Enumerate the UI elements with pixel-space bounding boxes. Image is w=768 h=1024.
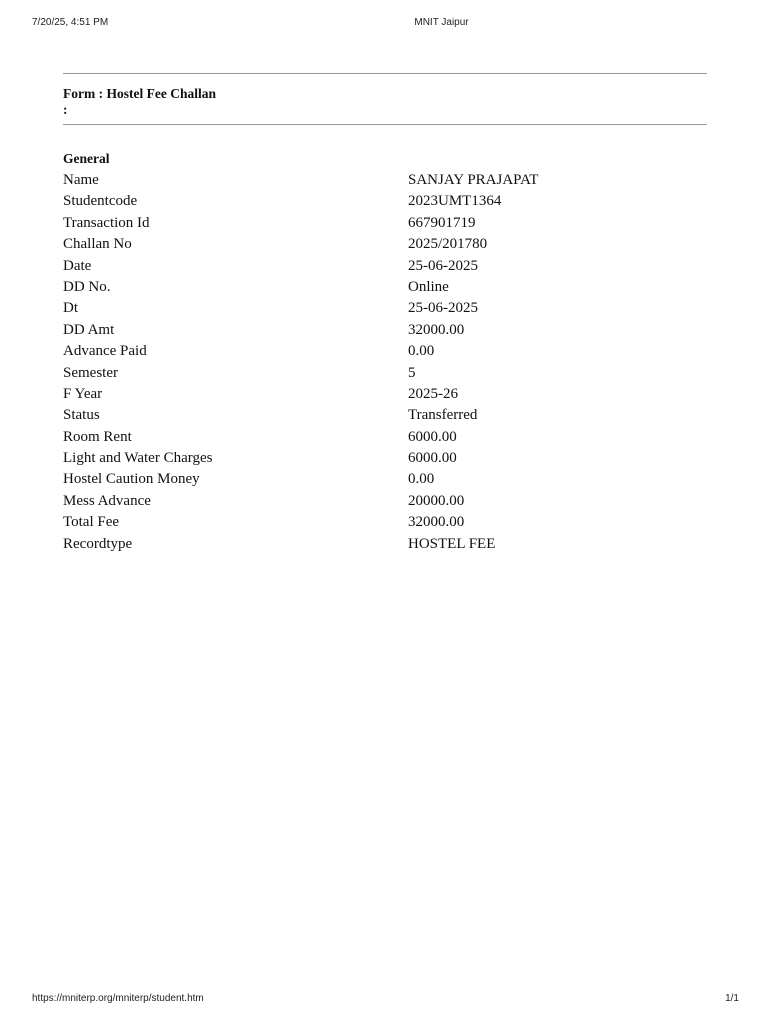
field-label: Date [63, 257, 92, 274]
field-label: DD No. [63, 278, 111, 295]
field-value: 32000.00 [408, 321, 465, 338]
field-value: 0.00 [408, 343, 435, 360]
field-label: Studentcode [63, 193, 138, 210]
field-label: Challan No [63, 236, 132, 253]
fields-table [63, 170, 707, 555]
form-title: Form : Hostel Fee Challan [63, 86, 216, 101]
field-row-hostel-caution-money [63, 469, 707, 490]
print-url: https://mniterp.org/mniterp/student.htm [32, 993, 204, 1004]
print-page-title: MNIT Jaipur [414, 17, 469, 28]
form-title-colon: : [63, 102, 68, 117]
field-value: 6000.00 [408, 450, 457, 467]
field-label: Name [63, 172, 99, 188]
field-value: 6000.00 [408, 428, 457, 445]
print-page-number: 1/1 [725, 993, 739, 1004]
field-value: SANJAY PRAJAPAT [408, 172, 539, 188]
field-value: 25-06-2025 [408, 300, 478, 317]
field-row-total-fee [63, 512, 707, 533]
field-row-f-year [63, 384, 707, 405]
field-label: Dt [63, 300, 78, 317]
field-row-status [63, 405, 707, 426]
field-row-date [63, 256, 707, 277]
field-label: Recordtype [63, 535, 133, 552]
field-label: Hostel Caution Money [63, 471, 200, 488]
field-value: Transferred [408, 407, 478, 424]
field-value: 2023UMT1364 [408, 193, 502, 210]
field-label: Light and Water Charges [63, 450, 213, 467]
field-label: Transaction Id [63, 214, 150, 231]
field-value: 5 [408, 364, 416, 381]
field-value: 2025-26 [408, 385, 458, 402]
field-value: HOSTEL FEE [408, 535, 496, 552]
field-row-room-rent [63, 427, 707, 448]
field-row-transaction-id [63, 213, 707, 234]
field-row-challan-no [63, 234, 707, 255]
field-label: Advance Paid [63, 343, 147, 360]
field-value: 25-06-2025 [408, 257, 478, 274]
top-divider [63, 73, 707, 74]
bottom-divider [63, 124, 707, 125]
field-row-light-water-charges [63, 448, 707, 469]
print-datetime: 7/20/25, 4:51 PM [32, 17, 109, 28]
field-value: 0.00 [408, 471, 435, 488]
field-value: 32000.00 [408, 514, 465, 531]
print-header [0, 17, 768, 33]
field-row-mess-advance [63, 491, 707, 512]
field-row-name [63, 170, 707, 191]
field-value: 20000.00 [408, 492, 465, 509]
print-footer [0, 993, 768, 1009]
field-row-dt [63, 298, 707, 319]
field-row-recordtype [63, 534, 707, 555]
field-value: 667901719 [408, 214, 476, 231]
field-row-studentcode [63, 191, 707, 212]
field-label: F Year [63, 385, 103, 402]
field-row-advance-paid [63, 341, 707, 362]
field-label: Total Fee [63, 514, 120, 531]
field-label: Mess Advance [63, 492, 151, 509]
field-value: Online [408, 278, 449, 295]
field-row-dd-amt [63, 320, 707, 341]
field-label: Semester [63, 364, 118, 381]
field-label: Status [63, 407, 100, 424]
field-label: DD Amt [63, 321, 115, 338]
field-value: 2025/201780 [408, 236, 488, 253]
field-row-semester [63, 363, 707, 384]
field-label: Room Rent [63, 428, 132, 445]
section-heading-general: General [63, 151, 110, 166]
field-row-dd-no [63, 277, 707, 298]
